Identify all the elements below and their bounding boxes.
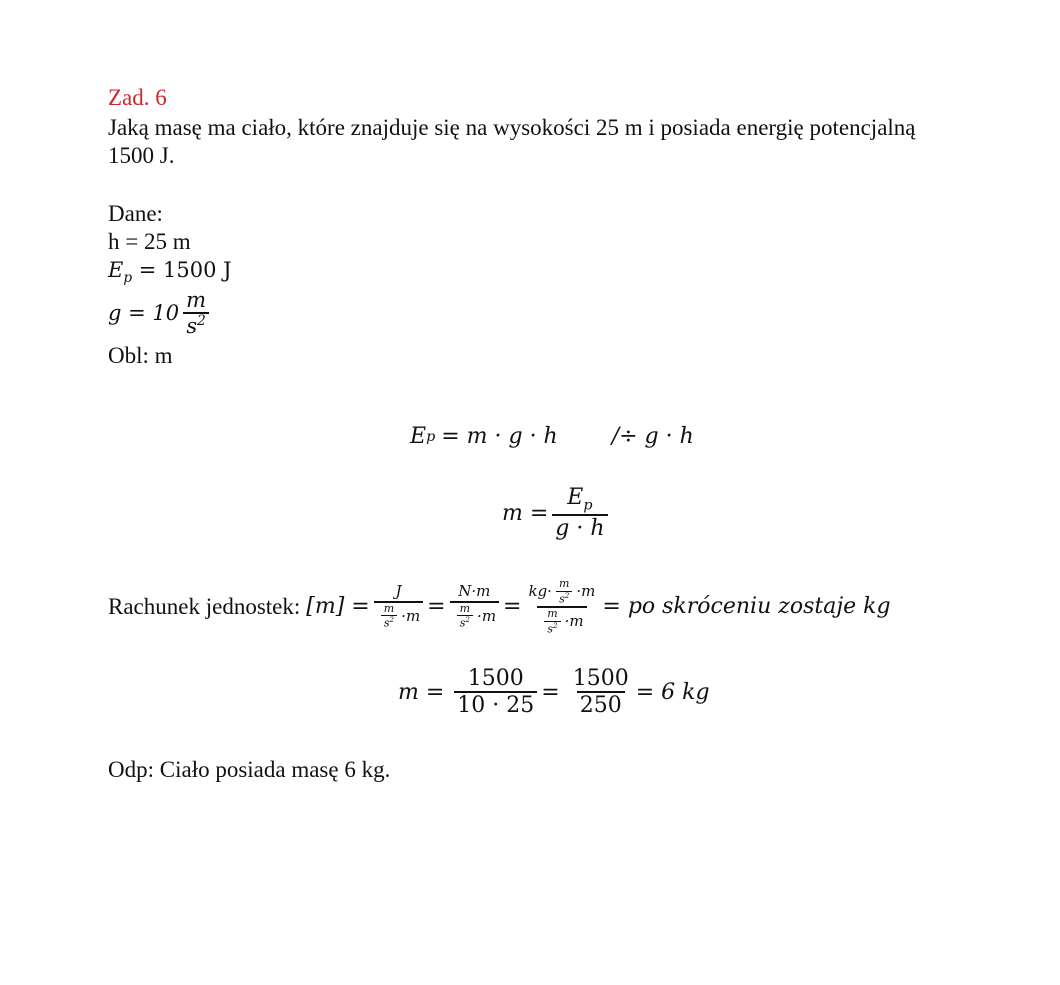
find-quantity: Obl: m <box>108 343 173 368</box>
inner-numerator: m <box>383 601 395 615</box>
inner-denominator <box>544 621 560 636</box>
energy-symbol: E <box>567 485 584 510</box>
inner-numerator: m <box>547 606 558 620</box>
calc-result: = 6 kg <box>635 679 710 705</box>
calc-fraction-2 <box>570 666 632 719</box>
times-m: ·m <box>564 611 584 630</box>
energy-subscript: p <box>426 428 436 445</box>
fraction-numerator <box>564 485 595 514</box>
unit-fraction-2 <box>450 583 499 630</box>
fraction-numerator: N·m <box>458 582 491 601</box>
exponent: 2 <box>197 313 206 330</box>
times-m: ·m <box>576 581 596 600</box>
inner-denominator <box>381 615 397 630</box>
exponent: 2 <box>552 620 558 630</box>
gravity-unit-fraction <box>183 288 209 338</box>
equals-sign: = <box>541 679 560 705</box>
unit-lhs: [m] = <box>306 594 370 620</box>
fraction-numerator: m <box>186 288 207 312</box>
inner-fraction <box>381 603 397 631</box>
mass-calculation <box>398 666 710 719</box>
formula-rhs: = m · g · h <box>441 424 558 449</box>
kg-dot: kg· <box>528 581 552 600</box>
question-line-2: 1500 J. <box>108 143 175 168</box>
answer: Odp: Ciało posiada masę 6 kg. <box>108 757 391 782</box>
unit-calculation-label: Rachunek jednostek: <box>108 593 301 619</box>
given-gravity <box>108 288 213 338</box>
times-m: ·m <box>477 606 497 625</box>
fraction-denominator <box>374 601 423 631</box>
unit-s: s <box>559 592 565 606</box>
times-m: ·m <box>401 606 421 625</box>
fraction-numerator: J <box>395 582 402 601</box>
unit-s: s <box>186 314 198 339</box>
unit-result: = po skróceniu zostaje kg <box>602 594 891 620</box>
formula-operation: /÷ g · h <box>611 424 694 449</box>
exponent: 2 <box>389 615 395 625</box>
inner-numerator: m <box>558 577 570 590</box>
fraction-denominator: g · h <box>552 514 607 541</box>
unit-s: s <box>459 616 466 630</box>
gravity-value: g = 10 <box>108 301 180 326</box>
question-line-1: Jaką masę ma ciało, które znajduje się na wysokości 25 m i posiada energię potencjalną <box>108 115 916 140</box>
fraction-denominator <box>450 601 499 631</box>
inner-fraction <box>556 578 572 606</box>
inner-fraction <box>457 603 473 631</box>
inner-denominator <box>556 591 572 606</box>
mass-lhs: m = <box>398 679 445 705</box>
fraction-denominator <box>183 312 208 338</box>
task-title: Zad. 6 <box>108 85 167 110</box>
fraction-denominator <box>537 606 586 636</box>
fraction-numerator: 1500 <box>572 666 629 691</box>
given-heading: Dane: <box>108 201 163 226</box>
unit-s: s <box>547 622 553 636</box>
given-energy <box>108 256 232 292</box>
unit-s: s <box>383 616 390 630</box>
inner-numerator: m <box>459 601 471 615</box>
mass-lhs: m = <box>502 500 549 526</box>
fraction-denominator: 10 · 25 <box>454 691 537 718</box>
unit-calculation <box>108 578 891 636</box>
energy-subscript: p <box>123 270 133 287</box>
unit-fraction-3 <box>525 578 598 636</box>
inner-fraction <box>544 608 560 636</box>
exponent: 2 <box>465 615 470 625</box>
equals-sign: = <box>427 594 446 620</box>
formula-mass <box>502 485 612 541</box>
given-height: h = 25 m <box>108 229 191 254</box>
calc-fraction-1 <box>454 666 537 719</box>
fraction-denominator: 250 <box>577 691 625 718</box>
inner-denominator <box>457 615 473 630</box>
energy-symbol: E <box>410 424 427 449</box>
unit-fraction-1 <box>374 583 423 630</box>
exponent: 2 <box>564 590 570 600</box>
energy-value: = 1500 J <box>138 258 232 282</box>
energy-symbol: E <box>108 258 124 282</box>
energy-subscript: p <box>583 497 593 514</box>
mass-fraction <box>552 485 607 541</box>
fraction-numerator <box>525 578 598 606</box>
formula-energy <box>410 424 694 449</box>
equals-sign: = <box>503 594 522 620</box>
fraction-numerator: 1500 <box>467 666 524 691</box>
